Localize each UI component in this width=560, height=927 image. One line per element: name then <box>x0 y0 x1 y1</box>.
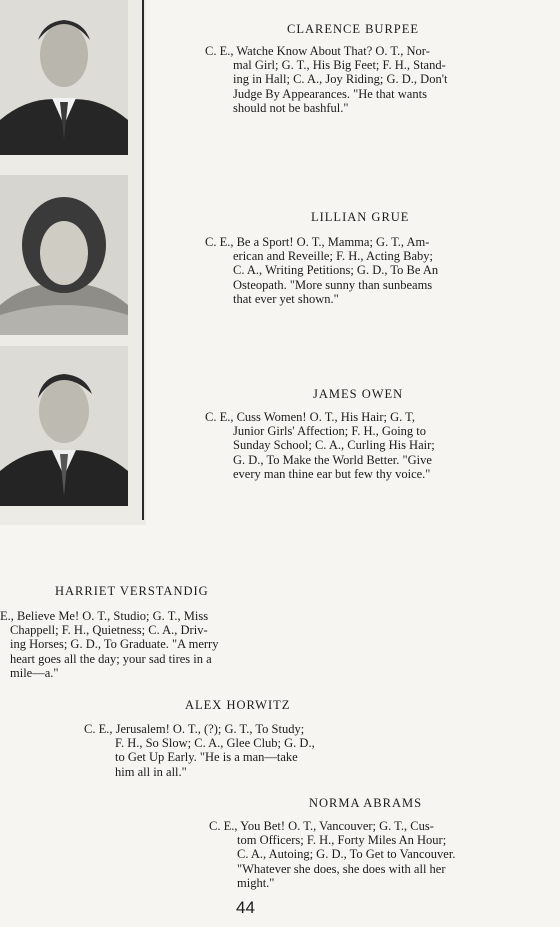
entry-line: mal Girl; G. T., His Big Feet; F. H., Stand- <box>233 58 446 73</box>
entry-line: C. A., Writing Petitions; G. D., To Be An <box>233 263 439 278</box>
entry-text <box>205 410 541 481</box>
entry-line: mile—a." <box>10 665 59 680</box>
entry-line: Chappell; F. H., Quietness; C. A., Driv- <box>10 623 208 638</box>
entry-line: Judge By Appearances. "He that wants <box>233 86 427 101</box>
entry-line: him all in all." <box>115 764 187 779</box>
entry-line: every man thine ear but few thy voice." <box>233 466 431 481</box>
entry-line: E., Believe Me! O. T., Studio; G. T., Miss <box>0 609 209 623</box>
entry-line: erican and Reveille; F. H., Acting Baby; <box>233 249 433 264</box>
entry-name: ALEX HORWITZ <box>185 698 291 712</box>
entry-line: C. E., You Bet! O. T., Vancouver; G. T., Cus- <box>209 819 434 833</box>
entry-line: C. E., Jerusalem! O. T., (?); G. T., To Study; <box>84 722 305 736</box>
entry-name: NORMA ABRAMS <box>309 796 423 810</box>
entry-line: ing Horses; G. D., To Graduate. "A merry <box>10 637 219 652</box>
entry-line: that ever yet shown." <box>233 291 339 306</box>
entry-line: F. H., So Slow; C. A., Glee Club; G. D., <box>115 736 315 751</box>
entry-name: HARRIET VERSTANDIG <box>55 584 209 598</box>
entry-line: Sunday School; C. A., Curling His Hair; <box>233 438 435 453</box>
portrait-james-owen <box>0 346 128 506</box>
entry-line: heart goes all the day; your sad tires in a <box>10 651 212 666</box>
entry-line: C. E., Cuss Women! O. T., His Hair; G. T, <box>205 410 415 424</box>
column-rule <box>142 0 144 520</box>
portrait-clarence-burpee <box>0 0 128 155</box>
entry-line: C. E., Be a Sport! O. T., Mamma; G. T., Am- <box>205 235 430 249</box>
entry-name: CLARENCE BURPEE <box>287 22 420 36</box>
entry-line: to Get Up Early. "He is a man—take <box>115 750 298 765</box>
entry-text <box>84 722 414 779</box>
entry-line: ing in Hall; C. A., Joy Riding; G. D., Don't <box>233 72 448 87</box>
entry-name: LILLIAN GRUE <box>311 210 410 224</box>
entry-line: should not be bashful." <box>233 100 349 115</box>
entry-text <box>205 44 538 115</box>
photo-column <box>0 0 146 525</box>
entry-line: G. D., To Make the World Better. "Give <box>233 452 432 467</box>
page-number: 44 <box>236 898 255 917</box>
entry-line: C. A., Autoing; G. D., To Get to Vancouver. <box>237 847 456 862</box>
portrait-lillian-grue <box>0 175 128 335</box>
entry-name: JAMES OWEN <box>313 387 404 401</box>
entry-line: C. E., Watche Know About That? O. T., Nor- <box>205 44 430 58</box>
entry-line: Junior Girls' Affection; F. H., Going to <box>233 424 427 439</box>
entry-line: Osteopath. "More sunny than sunbeams <box>233 277 433 292</box>
entry-line: might." <box>237 875 275 890</box>
entry-line: "Whatever she does, she does with all her <box>237 861 446 876</box>
entry-line: tom Officers; F. H., Forty Miles An Hour; <box>237 833 447 848</box>
entry-text <box>205 235 538 306</box>
entry-text <box>209 819 541 890</box>
entry-text <box>0 609 312 680</box>
